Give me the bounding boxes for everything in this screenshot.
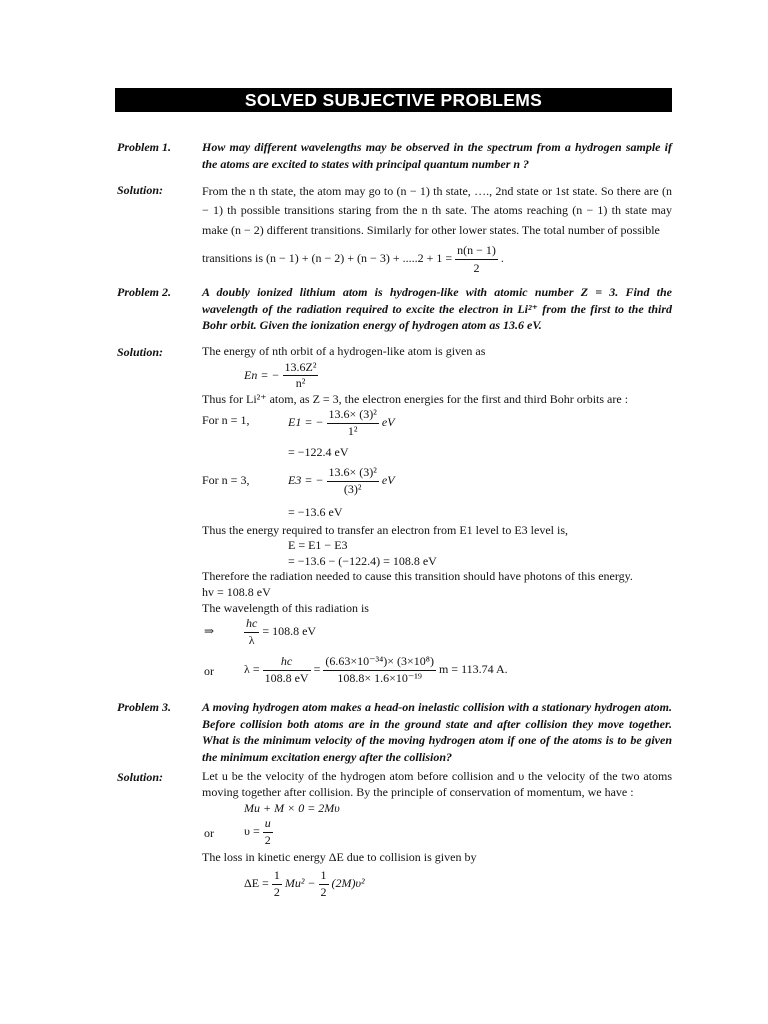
- e1-block: [202, 407, 672, 445]
- fraction-denominator: 2: [273, 885, 280, 900]
- problem-2-statement: A doubly ionized lithium atom is hydrogen-like with atomic number Z = 3. Find the wavelength of the radiation required to excite the electron in Li²⁺ from the first to the third Bohr orbit. Given the ionization energy of hydrogen atom as 13.6 eV.: [202, 285, 672, 333]
- problem-1-statement: How may different wavelengths may be observed in the spectrum from a hydrogen sample if the atoms are excited to states with principal quantum number n ?: [202, 140, 672, 171]
- lambda-block: [202, 654, 672, 690]
- solution-3-content: [202, 769, 672, 901]
- solution-1-fraction: [455, 242, 498, 276]
- e3-fraction: [327, 465, 379, 497]
- solution-2-label: Solution:: [117, 345, 164, 359]
- n1-label: For n = 1,: [202, 413, 250, 428]
- hc-lambda-formula: [244, 616, 316, 648]
- fraction-denominator: 108.8× 1.6×10⁻¹⁹: [337, 670, 422, 685]
- e1-value: = −122.4 eV: [288, 445, 349, 460]
- photon-energy-text: Therefore the radiation needed to cause this transition should have photons of this energy.: [202, 569, 633, 584]
- implies-symbol: ⇒: [204, 624, 215, 639]
- e1-lhs: E1 = −: [288, 415, 324, 430]
- kinetic-energy-loss-text: The loss in kinetic energy ΔE due to collision is given by: [202, 850, 477, 865]
- ke-end-term: (2M)υ²: [331, 876, 365, 891]
- fraction-denominator: 108.8 eV: [264, 670, 309, 685]
- fraction-numerator: 1: [272, 868, 282, 885]
- fraction-numerator: 13.6× (3)²: [327, 465, 379, 482]
- e3-value: = −13.6 eV: [288, 504, 343, 519]
- fraction-numerator: n(n − 1): [455, 242, 498, 260]
- problem-3-statement: A moving hydrogen atom makes a head-on inelastic collision with a stationary hydrogen atom. Before collision both atoms are in the ground state and after collision they move together. What is the minimum velocity of the moving hydrogen atom if one of the atoms is to be given the minimum excitation energy after the collision?: [202, 700, 672, 764]
- or-text: or: [204, 826, 214, 841]
- kinetic-energy-formula: [202, 868, 672, 901]
- hc-fraction: [244, 616, 259, 648]
- or-text: or: [204, 664, 214, 679]
- lambda-result: m = 113.74 A.: [438, 661, 508, 676]
- energy-intro-text: The energy of nth orbit of a hydrogen-like atom is given as: [202, 344, 486, 358]
- equals-sign: =: [313, 661, 321, 676]
- lithium-energies-text: Thus for Li²⁺ atom, as Z = 3, the electron energies for the first and third Bohr orbits are :: [202, 391, 629, 406]
- energy-difference-formula: E = E1 − E3: [288, 538, 348, 553]
- e3-unit: eV: [381, 472, 395, 487]
- momentum-equation: Mu + M × 0 = 2Mυ: [244, 800, 340, 815]
- fraction-denominator: (3)²: [343, 481, 362, 496]
- hc-lambda-block: [202, 616, 672, 650]
- lambda-formula: [244, 654, 508, 686]
- fraction-denominator: 2: [320, 885, 327, 900]
- solution-1-formula-suffix: .: [500, 251, 504, 266]
- ke-lhs: ΔE =: [244, 876, 269, 891]
- fraction-denominator: 2: [473, 260, 480, 275]
- lambda-fraction-1: [263, 654, 311, 686]
- velocity-formula: [244, 816, 273, 849]
- fraction-numerator: hc: [263, 654, 311, 671]
- momentum-text: Let u be the velocity of the hydrogen atom before collision and υ the velocity of the two atoms moving together after collision. By the principle of conservation of momentum, we have :: [202, 769, 672, 799]
- energy-difference-value: = −13.6 − (−122.4) = 108.8 eV: [288, 553, 437, 568]
- e1-fraction: [327, 407, 379, 439]
- fraction-numerator: (6.63×10⁻³⁴)× (3×10⁸): [323, 654, 436, 671]
- wavelength-intro-text: The wavelength of this radiation is: [202, 600, 369, 615]
- solution-1-text: From the n th state, the atom may go to (n − 1) th state, …., 2nd state or 1st state. So there are (n − 1) th possible transitions staring from the n th sate. The atoms reaching (n − 1) th state may make (n − 2) different transitions. Similarly for other lower states. The total number of possible: [202, 184, 672, 237]
- solution-1-formula-prefix: transitions is (n − 1) + (n − 2) + (n − 3) + .....2 + 1 =: [202, 251, 453, 266]
- n3-label: For n = 3,: [202, 472, 250, 487]
- hc-lambda-rhs: = 108.8 eV: [262, 623, 317, 638]
- section-banner-title: SOLVED SUBJECTIVE PROBLEMS: [115, 88, 672, 112]
- hv-value: hv = 108.8 eV: [202, 584, 271, 599]
- fraction-numerator: 13.6Z²: [283, 360, 319, 377]
- velocity-fraction: [263, 816, 273, 849]
- energy-formula-fraction: [283, 360, 319, 392]
- energy-formula-lhs: En = −: [244, 367, 280, 382]
- problem-2-label: Problem 2.: [117, 285, 171, 299]
- fraction-numerator: 13.6× (3)²: [327, 407, 379, 424]
- solution-1-content: [202, 182, 672, 276]
- solution-1-label: Solution:: [117, 183, 164, 197]
- velocity-block: [202, 816, 672, 850]
- energy-formula: [202, 360, 672, 392]
- fraction-denominator: n²: [295, 376, 306, 391]
- fraction-denominator: λ: [248, 632, 255, 647]
- e1-unit: eV: [381, 415, 395, 430]
- fraction-numerator: u: [263, 816, 273, 833]
- e1-formula: [288, 407, 395, 439]
- solution-2-content: [202, 344, 672, 690]
- ke-fraction-2: [319, 868, 329, 901]
- velocity-lhs: υ =: [244, 824, 260, 839]
- problem-1-label: Problem 1.: [117, 140, 171, 154]
- lambda-lhs: λ =: [244, 661, 260, 676]
- solution-3-label: Solution:: [117, 770, 164, 784]
- fraction-denominator: 1²: [347, 423, 358, 438]
- fraction-numerator: hc: [244, 616, 259, 633]
- fraction-denominator: 2: [264, 833, 271, 848]
- lambda-fraction-2: [323, 654, 436, 686]
- e3-formula: [288, 465, 395, 497]
- solution-1-formula: [202, 242, 672, 276]
- e3-block: [202, 465, 672, 505]
- e3-lhs: E3 = −: [288, 472, 324, 487]
- fraction-numerator: 1: [319, 868, 329, 885]
- ke-fraction-1: [272, 868, 282, 901]
- transfer-energy-text: Thus the energy required to transfer an electron from E1 level to E3 level is,: [202, 522, 568, 537]
- problem-3-label: Problem 3.: [117, 700, 171, 714]
- ke-middle-term: Mu² −: [284, 876, 316, 891]
